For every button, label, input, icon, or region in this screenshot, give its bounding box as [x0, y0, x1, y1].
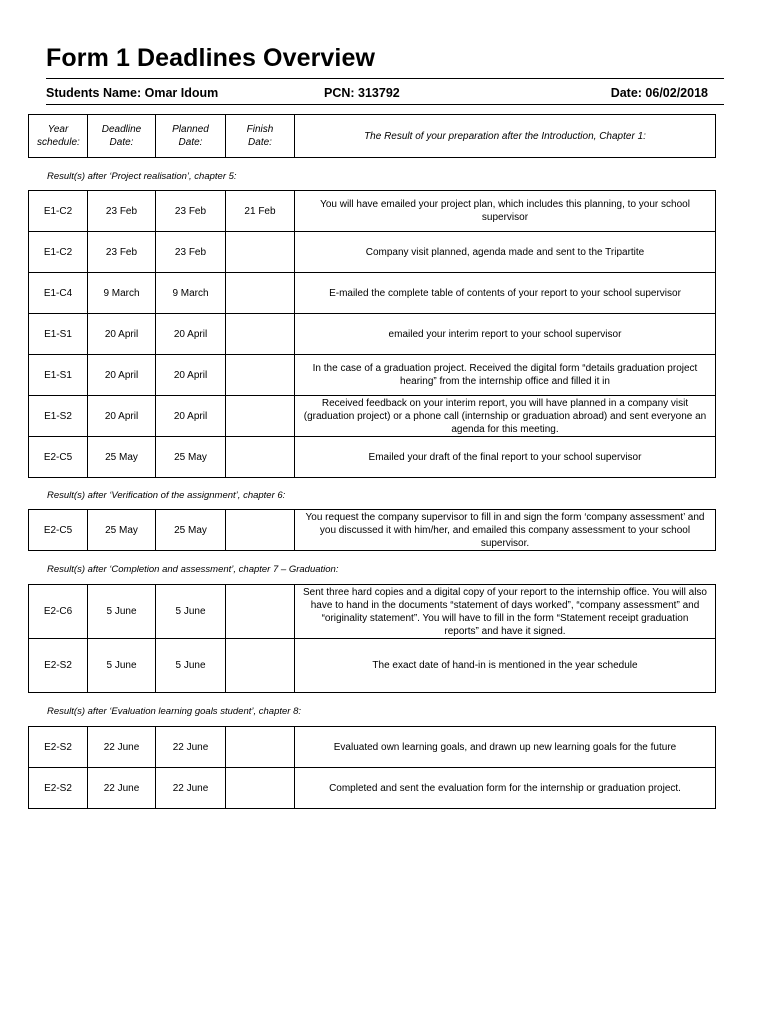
row-planned: 22 June: [156, 727, 226, 768]
page-title: Form 1 Deadlines Overview: [46, 44, 376, 72]
table-row: [29, 510, 716, 551]
row-planned: 25 May: [156, 510, 226, 551]
row-result: The exact date of hand-in is mentioned in the year schedule: [295, 639, 716, 693]
row-deadline: 5 June: [88, 639, 156, 693]
row-result: Received feedback on your interim report, you will have planned in a company visit (graduation project) or a phone call (internship or graduation abroad) and sent everyone an agenda for this meeting.: [295, 396, 716, 437]
row-deadline: 20 April: [88, 314, 156, 355]
section-table-completion: [28, 584, 716, 693]
row-result: Emailed your draft of the final report to your school supervisor: [295, 437, 716, 478]
row-deadline: 5 June: [88, 585, 156, 639]
row-code: E2-C5: [29, 510, 88, 551]
header-planned-date: Planned Date:: [156, 115, 226, 158]
row-planned: 20 April: [156, 396, 226, 437]
row-result: Evaluated own learning goals, and drawn up new learning goals for the future: [295, 727, 716, 768]
row-code: E1-S2: [29, 396, 88, 437]
section-table-verification: [28, 509, 716, 551]
row-deadline: 22 June: [88, 768, 156, 809]
row-deadline: 23 Feb: [88, 232, 156, 273]
student-name: Students Name: Omar Idoum: [46, 86, 219, 100]
row-result: In the case of a graduation project. Received the digital form “details graduation project hearing” from the internship office and filled it in: [295, 355, 716, 396]
row-code: E2-C5: [29, 437, 88, 478]
row-code: E1-C4: [29, 273, 88, 314]
row-planned: 20 April: [156, 314, 226, 355]
row-planned: 5 June: [156, 585, 226, 639]
row-finish: [226, 585, 295, 639]
row-finish: [226, 768, 295, 809]
row-planned: 20 April: [156, 355, 226, 396]
row-planned: 25 May: [156, 437, 226, 478]
row-result: Sent three hard copies and a digital copy of your report to the internship office. You will also have to hand in the documents “statement of days worked”, “company assessment” and “originality statement”. You will have to fill in the form “Statement receipt graduation reports” and have it signed.: [295, 585, 716, 639]
row-result: Completed and sent the evaluation form for the internship or graduation project.: [295, 768, 716, 809]
header-table: [28, 114, 716, 158]
row-result: Company visit planned, agenda made and sent to the Tripartite: [295, 232, 716, 273]
row-code: E2-S2: [29, 639, 88, 693]
table-row: [29, 437, 716, 478]
row-code: E1-S1: [29, 314, 88, 355]
table-row: [29, 396, 716, 437]
row-deadline: 25 May: [88, 437, 156, 478]
info-underline: [46, 104, 724, 105]
row-planned: 5 June: [156, 639, 226, 693]
row-deadline: 20 April: [88, 396, 156, 437]
table-row: [29, 232, 716, 273]
header-finish-date: Finish Date:: [226, 115, 295, 158]
table-row: [29, 585, 716, 639]
row-code: E1-C2: [29, 191, 88, 232]
row-finish: [226, 437, 295, 478]
row-deadline: 9 March: [88, 273, 156, 314]
table-row: [29, 355, 716, 396]
student-pcn: PCN: 313792: [324, 86, 400, 100]
table-row: [29, 191, 716, 232]
title-underline: [46, 78, 724, 79]
row-planned: 9 March: [156, 273, 226, 314]
section-label-completion: Result(s) after ‘Completion and assessment’, chapter 7 – Graduation:: [47, 564, 339, 575]
table-row: [29, 727, 716, 768]
row-deadline: 22 June: [88, 727, 156, 768]
row-code: E2-S2: [29, 727, 88, 768]
student-info-row: [46, 86, 724, 102]
row-finish: [226, 396, 295, 437]
row-result: You request the company supervisor to fill in and sign the form ‘company assessment’ and you discussed it with him/her, and emailed this company assessment to your school supervisor.: [295, 510, 716, 551]
section-label-project-realisation: Result(s) after ‘Project realisation’, chapter 5:: [47, 171, 237, 182]
row-finish: [226, 314, 295, 355]
row-finish: [226, 273, 295, 314]
row-result: E-mailed the complete table of contents of your report to your school supervisor: [295, 273, 716, 314]
row-code: E1-S1: [29, 355, 88, 396]
row-planned: 22 June: [156, 768, 226, 809]
row-finish: [226, 510, 295, 551]
row-code: E2-C6: [29, 585, 88, 639]
form-date: Date: 06/02/2018: [610, 86, 708, 100]
row-finish: 21 Feb: [226, 191, 295, 232]
header-deadline-date: Deadline Date:: [88, 115, 156, 158]
section-table-evaluation: [28, 726, 716, 809]
row-deadline: 20 April: [88, 355, 156, 396]
row-deadline: 25 May: [88, 510, 156, 551]
header-year-schedule: Year schedule:: [29, 115, 88, 158]
row-result: You will have emailed your project plan, which includes this planning, to your school supervisor: [295, 191, 716, 232]
section-label-verification: Result(s) after ‘Verification of the assignment’, chapter 6:: [47, 490, 286, 501]
row-code: E1-C2: [29, 232, 88, 273]
row-deadline: 23 Feb: [88, 191, 156, 232]
row-result: emailed your interim report to your school supervisor: [295, 314, 716, 355]
row-planned: 23 Feb: [156, 191, 226, 232]
table-row: [29, 273, 716, 314]
row-planned: 23 Feb: [156, 232, 226, 273]
row-finish: [226, 727, 295, 768]
section-label-evaluation: Result(s) after ‘Evaluation learning goals student’, chapter 8:: [47, 706, 301, 717]
section-table-project-realisation: [28, 190, 716, 478]
row-code: E2-S2: [29, 768, 88, 809]
row-finish: [226, 639, 295, 693]
table-row: [29, 639, 716, 693]
row-finish: [226, 232, 295, 273]
table-row: [29, 768, 716, 809]
header-result: The Result of your preparation after the Introduction, Chapter 1:: [295, 115, 716, 158]
header-row: [29, 115, 716, 158]
table-row: [29, 314, 716, 355]
row-finish: [226, 355, 295, 396]
